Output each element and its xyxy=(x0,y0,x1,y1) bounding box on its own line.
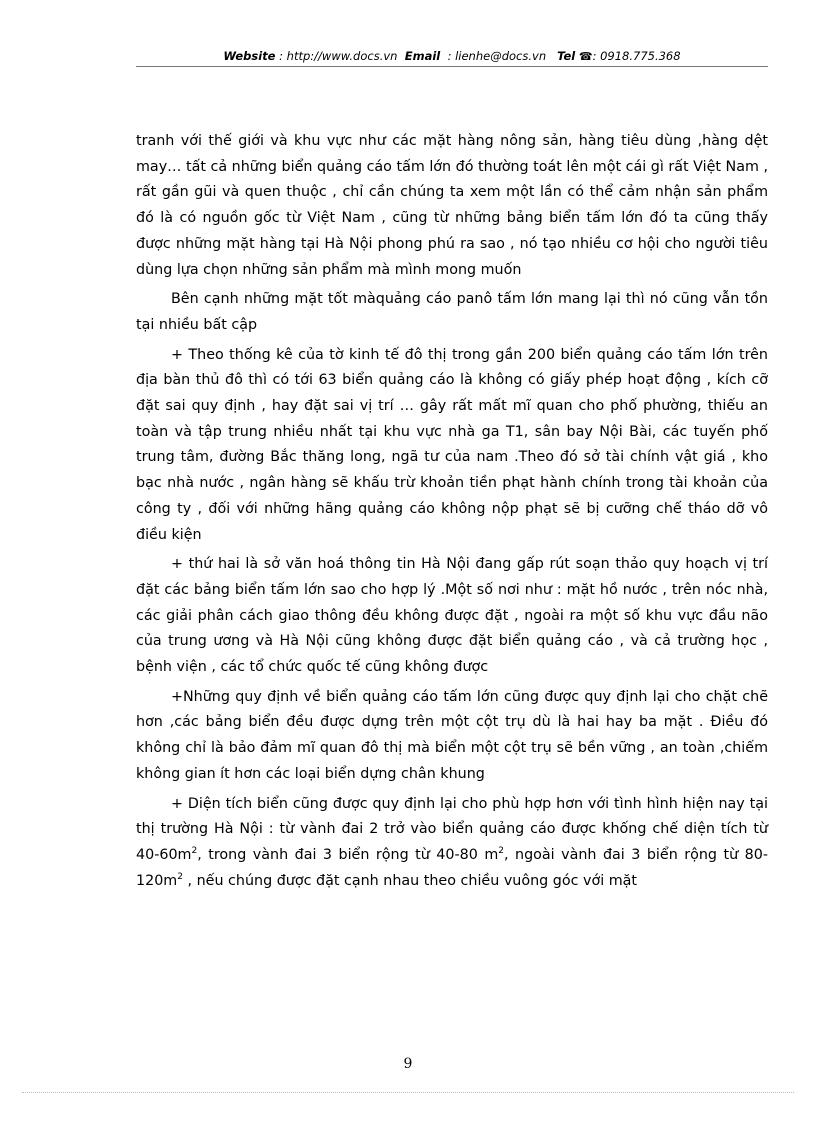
page-bottom-border xyxy=(22,1092,794,1093)
text-segment: , ngoài vành đai 3 biển rộng từ 80-120m xyxy=(136,846,768,889)
paragraph: tranh với thế giới và khu vực như các mặt hàng nông sản, hàng tiêu dùng ,hàng dệt may… tất cả những biển quảng cáo tấm lớn đó thường toát lên một cái gì rất Việt Nam , rất gần gũi và quen thuộc , chỉ cần chúng ta xem một lần có thể cảm nhận sản phẩm đó là có nguồn gốc từ Việt Nam , cũng từ những bảng biển tấm lớn đó ta cũng thấy được những mặt hàng tại Hà Nội phong phú ra sao , nó tạo nhiều cơ hội cho người tiêu dùng lựa chọn những sản phẩm mà mình mong muốn xyxy=(136,133,769,278)
superscript: 2 xyxy=(191,846,198,857)
website-label: Website xyxy=(223,49,276,63)
paragraph-area-regulation xyxy=(136,792,768,895)
body-text xyxy=(136,129,768,898)
tel-number: : 0918.775.368 xyxy=(592,49,681,63)
phone-icon: ☎ xyxy=(578,50,593,63)
website-url[interactable]: : http://www.docs.vn xyxy=(279,49,398,63)
paragraph: +Những quy định về biển quảng cáo tấm lớn cũng được quy định lại cho chặt chẽ hơn ,các bảng biển đều được dựng trên một cột trụ dù là hai hay ba mặt . Điều đó không chỉ là bảo đảm mĩ quan đô thị mà biển một cột trụ sẽ bền vững , an toàn ,chiếm không gian ít hơn các loại biển dựng chân khung xyxy=(136,688,768,782)
email-address[interactable]: : lienhe@docs.vn xyxy=(447,49,547,63)
email-label: Email xyxy=(404,49,441,63)
text-segment: , trong vành đai 3 biển rộng từ 40-80 m xyxy=(197,846,499,863)
superscript: 2 xyxy=(177,871,183,882)
paragraph: Bên cạnh những mặt tốt màquảng cáo panô tấm lớn mang lại thì nó cũng vẫn tồn tại nhiều bất cập xyxy=(136,291,768,333)
header-rule xyxy=(136,66,768,67)
paragraph: + thứ hai là sở văn hoá thông tin Hà Nội đang gấp rút soạn thảo quy hoạch vị trí đặt các bảng biển tấm lớn sao cho hợp lý .Một số nơi như : mặt hồ nước , trên nóc nhà, các giải phân cách giao thông đều không được đặt , ngoài ra một số khu vực đầu não của trung ương và Hà Nội cũng không được đặt biển quảng cáo , và cả trường học , bệnh viện , các tổ chức quốc tế cũng không được xyxy=(136,556,768,676)
superscript: 2 xyxy=(498,846,504,857)
page-number: 9 xyxy=(403,1056,413,1072)
text-segment: + Diện tích biển cũng được quy định lại cho phù hợp hơn với tình hình hiện nay tại thị trường Hà Nội : từ vành đai 2 trở vào biển quảng cáo được khống chế diện tích từ 40-60m xyxy=(136,795,768,863)
page-header xyxy=(136,47,768,65)
paragraph: + Theo thống kê của tờ kinh tế đô thị trong gần 200 biển quảng cáo tấm lớn trên địa bàn thủ đô thì có tới 63 biển quảng cáo là không có giấy phép hoạt động , kích cỡ đặt sai quy định , hay đặt sai vị trí … gây rất mất mĩ quan cho phố phường, thiếu an toàn và tập trung nhiều nhất tại khu vực nhà ga T1, sân bay Nội Bài, các tuyến phố trung tâm, đường Bắc thăng long, ngã tư của nam .Theo đó sở tài chính vật giá , kho bạc nhà nước , ngân hàng sẽ khấu trừ khoản tiền phạt hành chính trong tài khoản của công ty , đối với những hãng quảng cáo không nộp phạt sẽ bị cưỡng chế tháo dỡ vô điều kiện xyxy=(136,346,768,543)
tel-label: Tel xyxy=(557,49,576,63)
text-segment: , nếu chúng được đặt cạnh nhau theo chiều vuông góc với mặt xyxy=(182,872,638,889)
